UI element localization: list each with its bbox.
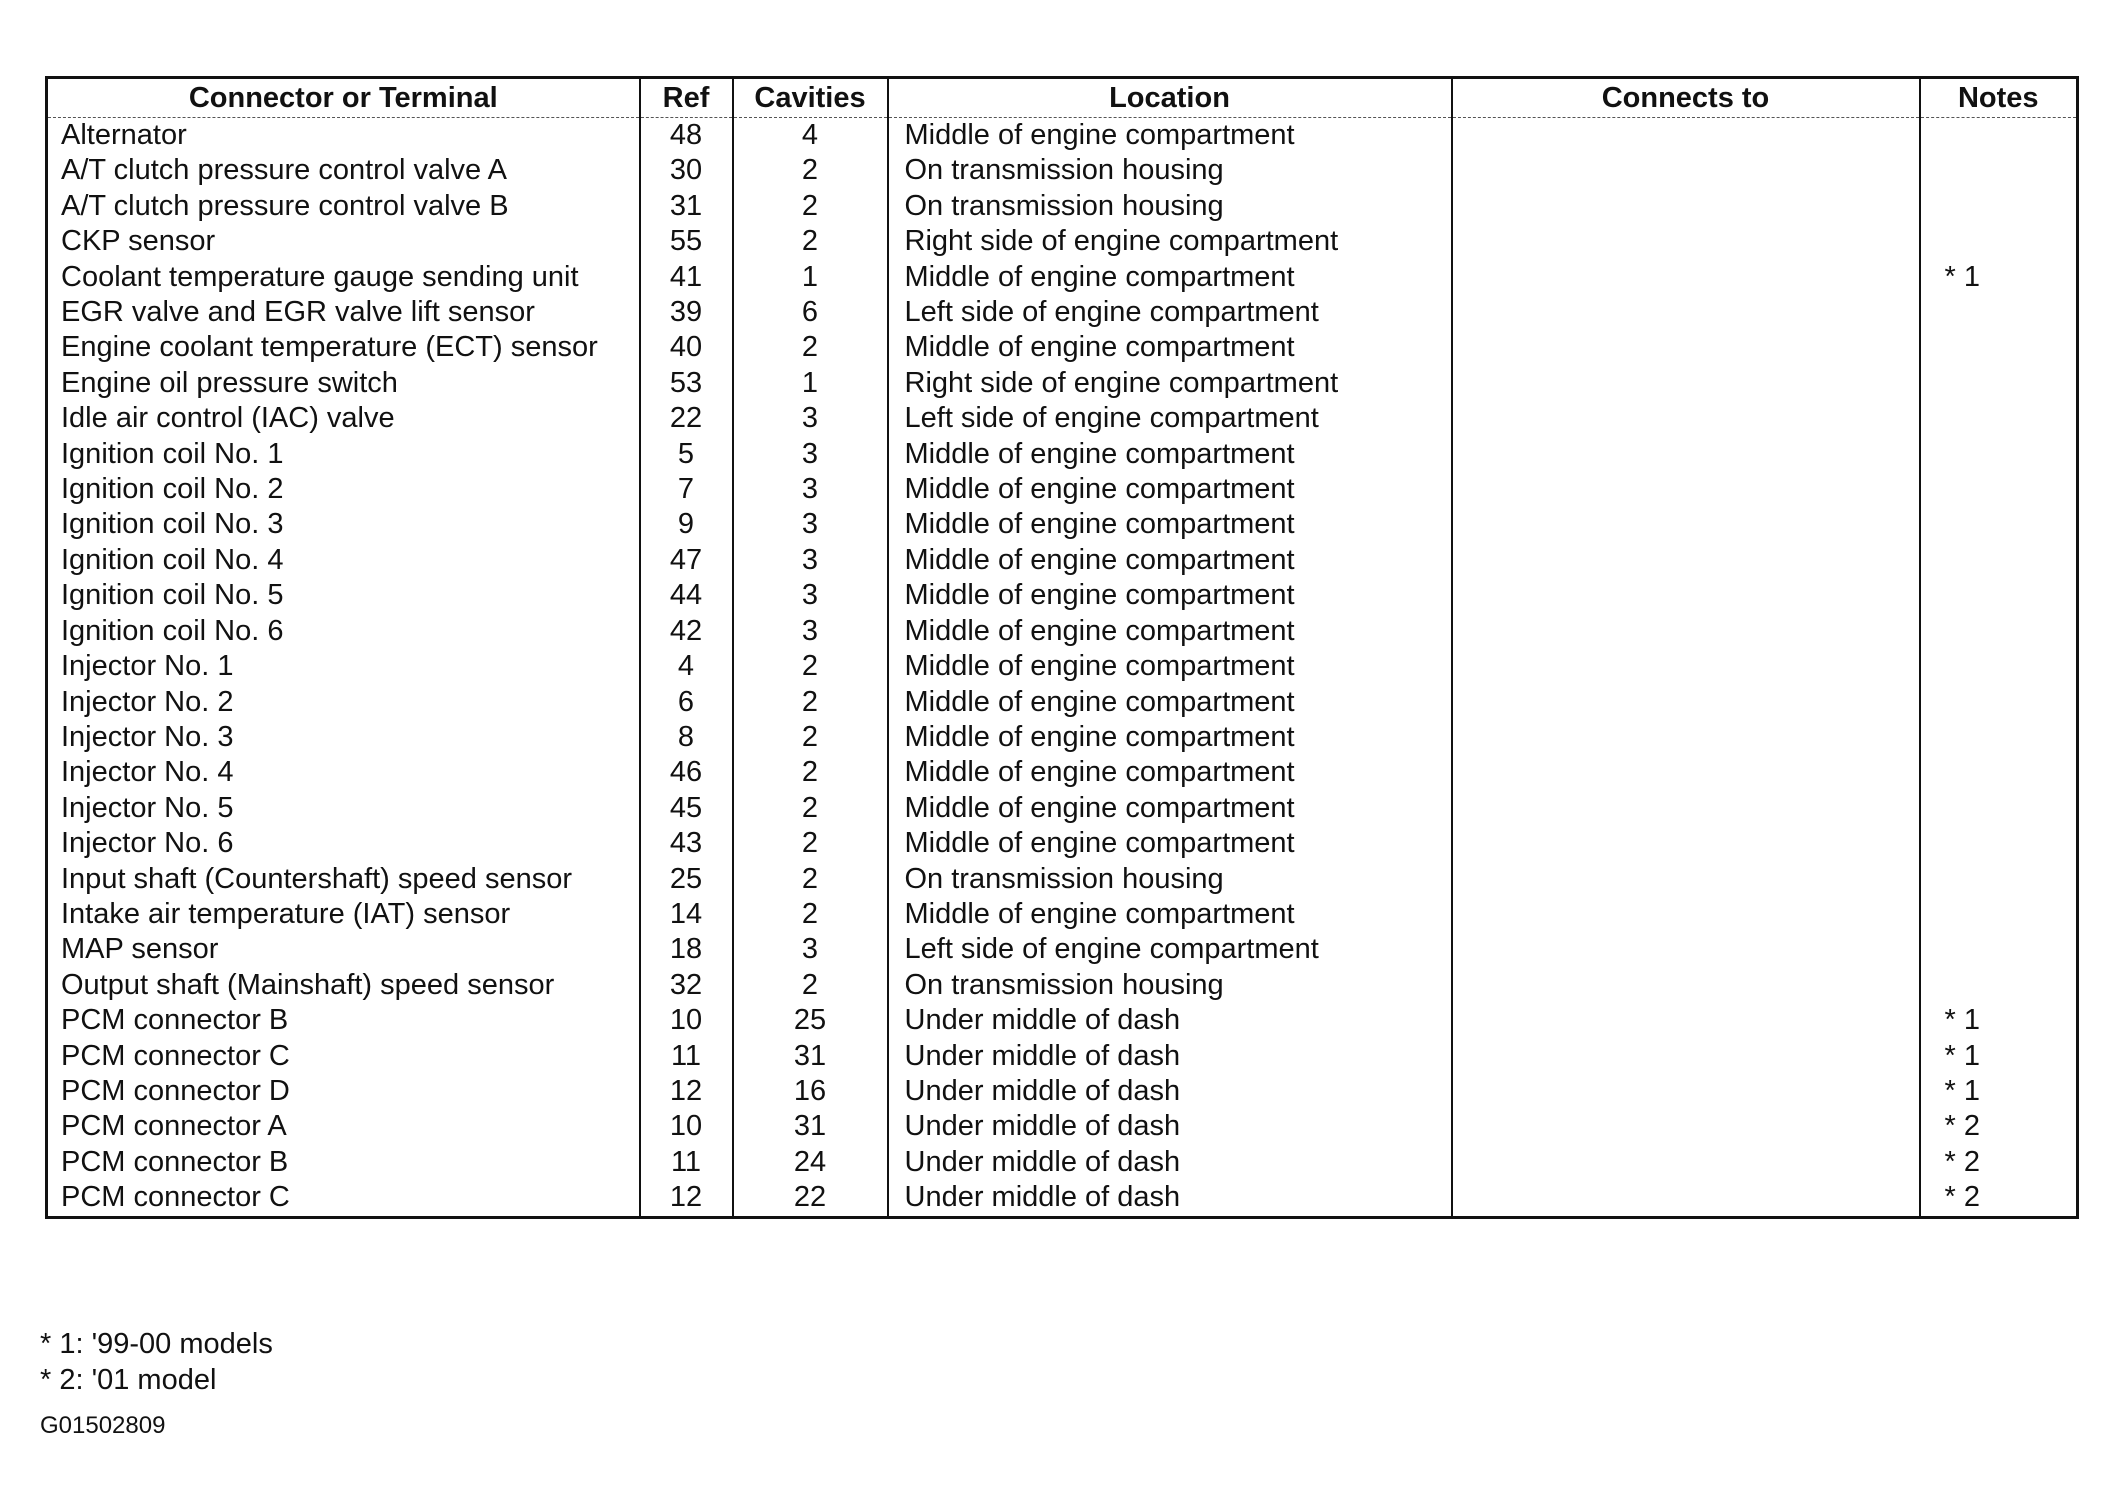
cell-ref: 42: [640, 614, 733, 649]
cell-notes: [1920, 720, 2078, 755]
cell-ref: 9: [640, 507, 733, 542]
cell-cavities: 1: [733, 260, 888, 295]
cell-ref: 30: [640, 153, 733, 188]
cell-ref: 47: [640, 543, 733, 578]
cell-connector: Idle air control (IAC) valve: [61, 402, 395, 435]
cell-cavities: 6: [733, 295, 888, 330]
cell-location: Middle of engine compartment: [888, 614, 1452, 649]
cell-connects-to: [1452, 1145, 1920, 1180]
cell-connector: EGR valve and EGR valve lift sensor: [61, 296, 535, 329]
table-row: [47, 826, 2078, 861]
table-row: [47, 1180, 2078, 1217]
cell-notes: [1920, 614, 2078, 649]
footnote-1: * 1: '99-00 models: [40, 1328, 273, 1360]
cell-location: Middle of engine compartment: [888, 791, 1452, 826]
footnotes: [40, 1326, 273, 1398]
cell-notes: [1920, 649, 2078, 684]
cell-ref: 8: [640, 720, 733, 755]
cell-connects-to: [1452, 153, 1920, 188]
cell-cavities: 2: [733, 649, 888, 684]
cell-location: Middle of engine compartment: [888, 897, 1452, 932]
cell-cavities: 2: [733, 897, 888, 932]
cell-connector: Alternator: [61, 119, 187, 151]
cell-connector: Injector No. 1: [61, 650, 234, 683]
cell-ref: 11: [640, 1039, 733, 1074]
cell-cavities: 2: [733, 224, 888, 259]
cell-notes: [1920, 897, 2078, 932]
cell-notes: [1920, 755, 2078, 790]
cell-connects-to: [1452, 366, 1920, 401]
table-row: [47, 153, 2078, 188]
cell-connector: Injector No. 2: [61, 685, 234, 718]
cell-ref: 32: [640, 968, 733, 1003]
cell-cavities: 3: [733, 614, 888, 649]
cell-cavities: 2: [733, 330, 888, 365]
cell-connects-to: [1452, 1180, 1920, 1217]
table-row: [47, 791, 2078, 826]
cell-connector: A/T clutch pressure control valve A: [61, 154, 507, 187]
cell-notes: [1920, 401, 2078, 436]
header-location: Location: [888, 78, 1452, 118]
cell-ref: 31: [640, 189, 733, 224]
cell-connects-to: [1452, 685, 1920, 720]
cell-notes: [1920, 578, 2078, 613]
cell-connects-to: [1452, 1039, 1920, 1074]
cell-connects-to: [1452, 295, 1920, 330]
cell-connector: Injector No. 4: [61, 756, 234, 789]
cell-location: Right side of engine compartment: [888, 224, 1452, 259]
cell-ref: 14: [640, 897, 733, 932]
cell-location: On transmission housing: [888, 153, 1452, 188]
cell-connector: PCM connector A: [61, 1110, 287, 1143]
table-row: [47, 189, 2078, 224]
cell-cavities: 25: [733, 1003, 888, 1038]
cell-location: Under middle of dash: [888, 1109, 1452, 1144]
cell-ref: 45: [640, 791, 733, 826]
cell-location: Middle of engine compartment: [888, 437, 1452, 472]
cell-location: Middle of engine compartment: [888, 543, 1452, 578]
cell-location: Under middle of dash: [888, 1145, 1452, 1180]
cell-connects-to: [1452, 720, 1920, 755]
figure-id: G01502809: [40, 1412, 166, 1439]
cell-connects-to: [1452, 1109, 1920, 1144]
cell-location: On transmission housing: [888, 968, 1452, 1003]
cell-notes: * 1: [1920, 1039, 2078, 1074]
cell-cavities: 2: [733, 685, 888, 720]
cell-location: Middle of engine compartment: [888, 507, 1452, 542]
cell-cavities: 22: [733, 1180, 888, 1217]
cell-notes: [1920, 932, 2078, 967]
cell-notes: * 2: [1920, 1145, 2078, 1180]
cell-connects-to: [1452, 791, 1920, 826]
cell-notes: [1920, 153, 2078, 188]
header-connects-to: Connects to: [1452, 78, 1920, 118]
cell-ref: 4: [640, 649, 733, 684]
cell-connector: Ignition coil No. 2: [61, 473, 284, 506]
cell-ref: 10: [640, 1003, 733, 1038]
table-row: [47, 649, 2078, 684]
cell-connector: Ignition coil No. 1: [61, 437, 284, 470]
cell-notes: [1920, 826, 2078, 861]
cell-location: Middle of engine compartment: [888, 649, 1452, 684]
cell-connects-to: [1452, 118, 1920, 154]
cell-cavities: 1: [733, 366, 888, 401]
cell-notes: [1920, 968, 2078, 1003]
table-row: [47, 897, 2078, 932]
cell-ref: 43: [640, 826, 733, 861]
cell-location: Middle of engine compartment: [888, 472, 1452, 507]
cell-connector: Engine oil pressure switch: [61, 366, 398, 399]
cell-connector: Coolant temperature gauge sending unit: [61, 260, 579, 293]
cell-ref: 44: [640, 578, 733, 613]
cell-notes: [1920, 224, 2078, 259]
table-row: [47, 543, 2078, 578]
cell-cavities: 3: [733, 472, 888, 507]
table-row: [47, 685, 2078, 720]
cell-notes: [1920, 118, 2078, 154]
cell-connector: A/T clutch pressure control valve B: [61, 189, 509, 222]
cell-cavities: 2: [733, 862, 888, 897]
cell-location: Middle of engine compartment: [888, 578, 1452, 613]
header-ref: Ref: [640, 78, 733, 118]
cell-notes: [1920, 791, 2078, 826]
cell-location: Right side of engine compartment: [888, 366, 1452, 401]
cell-connects-to: [1452, 1003, 1920, 1038]
table-row: [47, 401, 2078, 436]
cell-connects-to: [1452, 862, 1920, 897]
header-connector: Connector or Terminal: [47, 78, 640, 118]
header-cavities: Cavities: [733, 78, 888, 118]
cell-ref: 53: [640, 366, 733, 401]
table-row: [47, 755, 2078, 790]
cell-cavities: 2: [733, 755, 888, 790]
table-row: [47, 472, 2078, 507]
cell-cavities: 4: [733, 118, 888, 154]
cell-cavities: 2: [733, 153, 888, 188]
cell-ref: 48: [640, 118, 733, 154]
table-row: [47, 260, 2078, 295]
cell-ref: 12: [640, 1180, 733, 1217]
cell-connector: Injector No. 3: [61, 720, 234, 753]
cell-connects-to: [1452, 755, 1920, 790]
table-body: [47, 118, 2078, 1218]
table-row: [47, 1039, 2078, 1074]
table-row: [47, 507, 2078, 542]
cell-location: Middle of engine compartment: [888, 330, 1452, 365]
cell-connector: PCM connector B: [61, 1145, 289, 1178]
table-row: [47, 932, 2078, 967]
cell-ref: 55: [640, 224, 733, 259]
cell-cavities: 31: [733, 1109, 888, 1144]
cell-cavities: 3: [733, 507, 888, 542]
table-row: [47, 437, 2078, 472]
cell-cavities: 3: [733, 578, 888, 613]
table-row: [47, 330, 2078, 365]
cell-notes: [1920, 295, 2078, 330]
cell-ref: 10: [640, 1109, 733, 1144]
cell-location: Left side of engine compartment: [888, 401, 1452, 436]
cell-ref: 39: [640, 295, 733, 330]
cell-ref: 46: [640, 755, 733, 790]
cell-cavities: 2: [733, 826, 888, 861]
cell-connects-to: [1452, 649, 1920, 684]
cell-cavities: 3: [733, 437, 888, 472]
cell-location: Middle of engine compartment: [888, 720, 1452, 755]
cell-ref: 18: [640, 932, 733, 967]
cell-notes: [1920, 472, 2078, 507]
cell-connector: Intake air temperature (IAT) sensor: [61, 897, 511, 930]
cell-connector: CKP sensor: [61, 225, 216, 258]
cell-cavities: 2: [733, 791, 888, 826]
cell-connects-to: [1452, 189, 1920, 224]
cell-notes: [1920, 330, 2078, 365]
table-row: [47, 862, 2078, 897]
cell-connects-to: [1452, 968, 1920, 1003]
cell-notes: [1920, 862, 2078, 897]
cell-connector: Ignition coil No. 3: [61, 508, 284, 541]
cell-ref: 25: [640, 862, 733, 897]
cell-location: Under middle of dash: [888, 1039, 1452, 1074]
table-row: [47, 1003, 2078, 1038]
table-row: [47, 295, 2078, 330]
table-row: [47, 224, 2078, 259]
cell-notes: [1920, 366, 2078, 401]
cell-cavities: 2: [733, 189, 888, 224]
cell-ref: 12: [640, 1074, 733, 1109]
cell-cavities: 3: [733, 401, 888, 436]
cell-location: Under middle of dash: [888, 1180, 1452, 1217]
cell-notes: [1920, 437, 2078, 472]
cell-ref: 40: [640, 330, 733, 365]
cell-connects-to: [1452, 614, 1920, 649]
table-row: [47, 118, 2078, 154]
table-row: [47, 1109, 2078, 1144]
cell-notes: * 1: [1920, 1074, 2078, 1109]
cell-notes: [1920, 685, 2078, 720]
cell-cavities: 31: [733, 1039, 888, 1074]
cell-connects-to: [1452, 932, 1920, 967]
cell-connector: MAP sensor: [61, 933, 219, 966]
table-row: [47, 578, 2078, 613]
cell-connector: PCM connector B: [61, 1004, 289, 1037]
cell-connects-to: [1452, 578, 1920, 613]
cell-ref: 6: [640, 685, 733, 720]
table-row: [47, 720, 2078, 755]
cell-ref: 11: [640, 1145, 733, 1180]
connector-table: [45, 76, 2079, 1219]
cell-connects-to: [1452, 1074, 1920, 1109]
cell-location: Under middle of dash: [888, 1003, 1452, 1038]
cell-location: Left side of engine compartment: [888, 295, 1452, 330]
cell-notes: * 2: [1920, 1109, 2078, 1144]
table-row: [47, 366, 2078, 401]
cell-location: Middle of engine compartment: [888, 118, 1452, 154]
cell-connector: Injector No. 5: [61, 791, 234, 824]
cell-location: On transmission housing: [888, 189, 1452, 224]
cell-location: Left side of engine compartment: [888, 932, 1452, 967]
cell-connects-to: [1452, 472, 1920, 507]
cell-location: On transmission housing: [888, 862, 1452, 897]
cell-connects-to: [1452, 330, 1920, 365]
cell-cavities: 3: [733, 932, 888, 967]
cell-ref: 7: [640, 472, 733, 507]
cell-location: Middle of engine compartment: [888, 826, 1452, 861]
table-row: [47, 614, 2078, 649]
cell-notes: [1920, 189, 2078, 224]
cell-connector: Ignition coil No. 5: [61, 579, 284, 612]
cell-connects-to: [1452, 401, 1920, 436]
cell-connector: Engine coolant temperature (ECT) sensor: [61, 331, 598, 364]
cell-notes: * 1: [1920, 260, 2078, 295]
cell-notes: * 1: [1920, 1003, 2078, 1038]
cell-connector: Ignition coil No. 6: [61, 614, 284, 647]
cell-location: Middle of engine compartment: [888, 755, 1452, 790]
cell-cavities: 3: [733, 543, 888, 578]
table-row: [47, 1145, 2078, 1180]
cell-connector: Output shaft (Mainshaft) speed sensor: [61, 968, 555, 1001]
cell-cavities: 16: [733, 1074, 888, 1109]
cell-connects-to: [1452, 260, 1920, 295]
cell-location: Middle of engine compartment: [888, 260, 1452, 295]
cell-ref: 22: [640, 401, 733, 436]
cell-connects-to: [1452, 897, 1920, 932]
cell-connects-to: [1452, 826, 1920, 861]
cell-connects-to: [1452, 507, 1920, 542]
table-row: [47, 968, 2078, 1003]
cell-ref: 5: [640, 437, 733, 472]
cell-notes: [1920, 507, 2078, 542]
cell-connects-to: [1452, 543, 1920, 578]
cell-location: Middle of engine compartment: [888, 685, 1452, 720]
cell-notes: * 2: [1920, 1180, 2078, 1217]
cell-connector: Injector No. 6: [61, 827, 234, 860]
footnote-2: * 2: '01 model: [40, 1364, 217, 1396]
cell-cavities: 2: [733, 968, 888, 1003]
cell-connector: PCM connector C: [61, 1039, 290, 1072]
cell-connector: Input shaft (Countershaft) speed sensor: [61, 862, 573, 895]
table-header-row: [47, 78, 2078, 118]
cell-connector: PCM connector C: [61, 1181, 290, 1214]
cell-connects-to: [1452, 224, 1920, 259]
cell-cavities: 2: [733, 720, 888, 755]
cell-ref: 41: [640, 260, 733, 295]
cell-location: Under middle of dash: [888, 1074, 1452, 1109]
table-row: [47, 1074, 2078, 1109]
cell-connector: Ignition coil No. 4: [61, 543, 284, 576]
cell-notes: [1920, 543, 2078, 578]
cell-connector: PCM connector D: [61, 1074, 290, 1107]
cell-connects-to: [1452, 437, 1920, 472]
header-notes: Notes: [1920, 78, 2078, 118]
cell-cavities: 24: [733, 1145, 888, 1180]
